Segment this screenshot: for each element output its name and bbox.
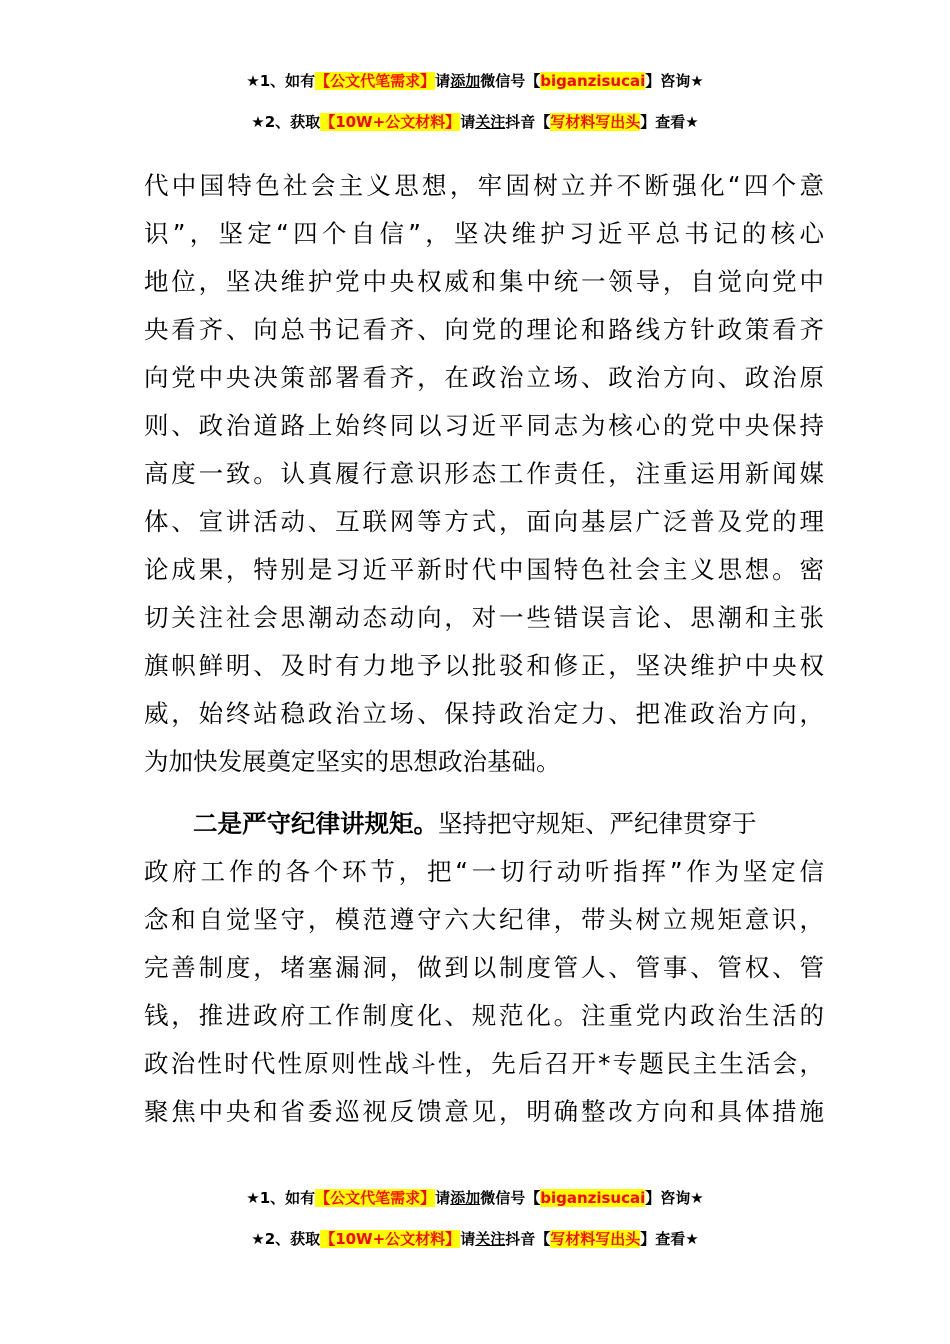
- banner-text: 抖音【: [505, 113, 551, 131]
- paragraph-2: [144, 800, 824, 1136]
- banner-highlight: 【公文代笔需求】: [315, 72, 436, 90]
- paragraph-line: 切关注社会思潮动态动向，对一些错误言论、思潮和主张: [144, 603, 824, 632]
- banner-highlight: 【公文代笔需求】: [315, 1189, 436, 1207]
- paragraph-line: 代中国特色社会主义思想，牢固树立并不断强化“四个意: [144, 171, 824, 200]
- footer-banner-line-2: [0, 1228, 950, 1250]
- paragraph-line: 高度一致。认真履行意识形态工作责任，注重运用新闻媒: [144, 459, 824, 488]
- paragraph-first-line: [144, 800, 824, 848]
- paragraph-line: 政府工作的各个环节，把“一切行动听指挥”作为坚定信: [144, 857, 824, 886]
- paragraph-line: 论成果，特别是习近平新时代中国特色社会主义思想。密: [144, 555, 824, 584]
- banner-text: 】咨询★: [645, 1189, 704, 1207]
- section-heading: 二是严守纪律讲规矩。: [193, 809, 438, 838]
- banner-underlined: 添加: [450, 72, 481, 90]
- paragraph-line: 聚焦中央和省委巡视反馈意见，明确整改方向和具体措施: [144, 1097, 824, 1126]
- banner-text: 请: [460, 113, 476, 131]
- banner-text: 请: [435, 1189, 451, 1207]
- paragraph-line: 向党中央决策部署看齐，在政治立场、政治方向、政治原: [144, 363, 824, 392]
- banner-underlined: 关注: [475, 1230, 506, 1248]
- paragraph-line: 旗帜鲜明、及时有力地予以批驳和修正，坚决维护中央权: [144, 651, 824, 680]
- paragraph-line: 政治性时代性原则性战斗性，先后召开*专题民主生活会，: [144, 1049, 824, 1078]
- banner-text: 微信号【: [480, 1189, 541, 1207]
- banner-text: 请: [460, 1230, 476, 1248]
- paragraph-line: 为加快发展奠定坚实的思想政治基础。: [144, 747, 561, 776]
- banner-text: 】查看★: [640, 113, 699, 131]
- banner-highlight: 写材料写出头: [550, 1230, 641, 1248]
- banner-text: 】咨询★: [645, 72, 704, 90]
- banner-highlight: 写材料写出头: [550, 113, 641, 131]
- banner-underlined: 关注: [475, 113, 506, 131]
- banner-highlight: 【10W+公文材料】: [320, 113, 461, 131]
- header-banner-line-2: [0, 111, 950, 133]
- paragraph-line: 识”，坚定“四个自信”，坚决维护习近平总书记的核心: [144, 219, 824, 248]
- banner-text: ★2、获取: [251, 1230, 321, 1248]
- banner-text: ★1、如有: [246, 72, 316, 90]
- banner-highlight: biganzisucai: [540, 1189, 646, 1207]
- banner-text: ★2、获取: [251, 113, 321, 131]
- paragraph-1: [144, 162, 824, 786]
- banner-highlight: biganzisucai: [540, 72, 646, 90]
- paragraph-line: 体、宣讲活动、互联网等方式，面向基层广泛普及党的理: [144, 507, 824, 536]
- banner-text: ★1、如有: [246, 1189, 316, 1207]
- banner-underlined: 添加: [450, 1189, 481, 1207]
- banner-text: 抖音【: [505, 1230, 551, 1248]
- paragraph-text: 坚持把守规矩、严纪律贯穿于: [438, 809, 757, 838]
- header-banner-line-1: [0, 70, 950, 92]
- paragraph-line: 念和自觉坚守，模范遵守六大纪律，带头树立规矩意识，: [144, 905, 824, 934]
- paragraph-line: 则、政治道路上始终同以习近平同志为核心的党中央保持: [144, 411, 824, 440]
- banner-text: 请: [435, 72, 451, 90]
- footer-banner-line-1: [0, 1187, 950, 1209]
- banner-text: 】查看★: [640, 1230, 699, 1248]
- paragraph-line: 钱，推进政府工作制度化、规范化。注重党内政治生活的: [144, 1001, 824, 1030]
- paragraph-line: 地位，坚决维护党中央权威和集中统一领导，自觉向党中: [144, 267, 824, 296]
- paragraph-line: 威，始终站稳政治立场、保持政治定力、把准政治方向，: [144, 699, 824, 728]
- banner-text: 微信号【: [480, 72, 541, 90]
- paragraph-line: 完善制度，堵塞漏洞，做到以制度管人、管事、管权、管: [144, 953, 824, 982]
- banner-highlight: 【10W+公文材料】: [320, 1230, 461, 1248]
- paragraph-line: 央看齐、向总书记看齐、向党的理论和路线方针政策看齐: [144, 315, 824, 344]
